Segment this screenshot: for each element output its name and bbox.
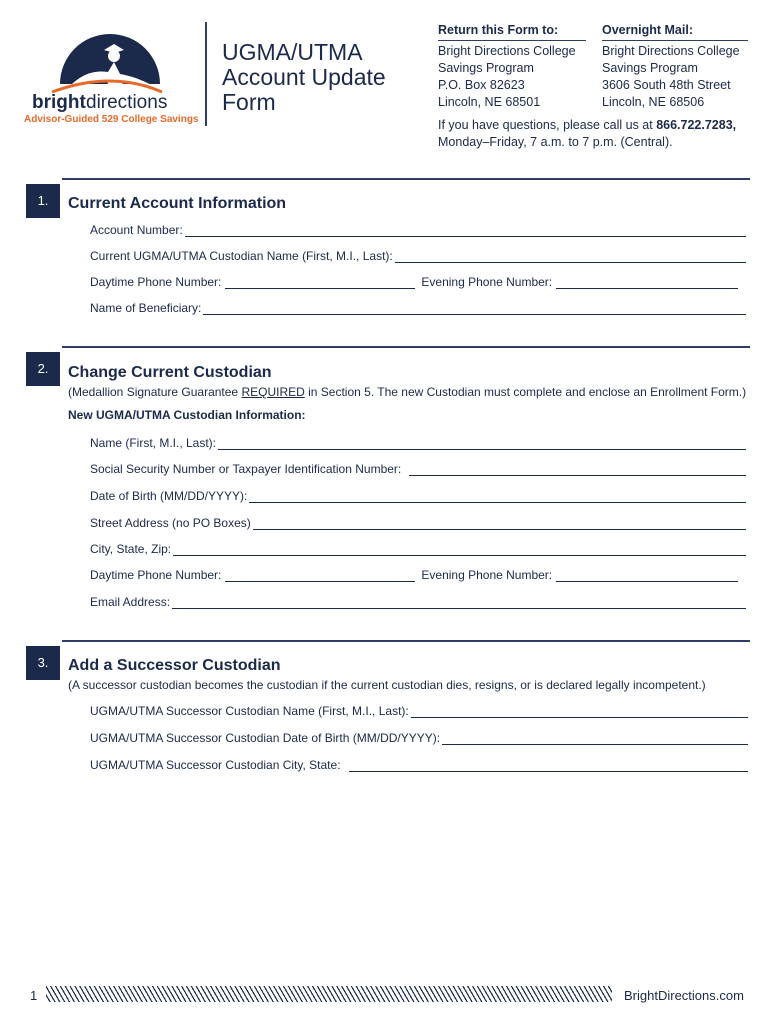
field-label: Name of Beneficiary: (90, 301, 202, 315)
dob-field[interactable] (90, 487, 746, 503)
section-rule (62, 640, 750, 642)
field-line[interactable] (409, 463, 746, 476)
field-line[interactable] (253, 517, 746, 530)
field-label: Social Security Number or Taxpayer Identification Number: (90, 462, 402, 476)
new-custodian-name-field[interactable] (90, 434, 746, 450)
website-link[interactable]: BrightDirections.com (624, 988, 744, 1003)
section-title-3: Add a Successor Custodian (68, 657, 281, 674)
overnight-line: Bright Directions College (602, 44, 740, 58)
section-note-3: (A successor custodian becomes the custodian if the current custodian dies, resigns, or is declared legally incompetent.) (68, 678, 706, 692)
section-number-1: 1. (26, 184, 60, 218)
field-label: Current UGMA/UTMA Custodian Name (First, M.I., Last): (90, 249, 393, 263)
successor-name-field[interactable] (90, 702, 748, 718)
evening-phone-field[interactable] (556, 569, 738, 582)
evening-phone-field[interactable] (556, 276, 738, 289)
daytime-phone-field[interactable] (225, 276, 415, 289)
section-note-2 (68, 385, 746, 399)
section-rule (62, 178, 750, 180)
return-line: Bright Directions College (438, 44, 576, 58)
field-label: UGMA/UTMA Successor Custodian Date of Birth (MM/DD/YYYY): (90, 731, 441, 745)
field-line[interactable] (185, 224, 746, 237)
street-address-field[interactable] (90, 514, 746, 530)
bright-directions-logo (22, 22, 202, 132)
current-custodian-name-field[interactable] (90, 247, 746, 263)
page-number: 1 (30, 988, 38, 1003)
return-line: P.O. Box 82623 (438, 78, 525, 92)
field-line[interactable] (173, 543, 746, 556)
section-title-2: Change Current Custodian (68, 364, 272, 381)
contact-prefix: If you have questions, please call us at (438, 118, 657, 132)
contact-phone: 866.722.7283, (656, 118, 737, 132)
logo-bright-text: bright (32, 92, 86, 113)
field-label: UGMA/UTMA Successor Custodian Name (First, M.I., Last): (90, 704, 409, 718)
return-line: Lincoln, NE 68501 (438, 95, 541, 109)
note-text: (Medallion Signature Guarantee (68, 385, 242, 399)
daytime-phone-field[interactable] (225, 569, 415, 582)
logo-tagline: Advisor-Guided 529 College Savings (24, 114, 199, 125)
field-label: City, State, Zip: (90, 542, 172, 556)
field-label: Name (First, M.I., Last): (90, 436, 217, 450)
contact-hours: Monday–Friday, 7 a.m. to 7 p.m. (Central). (438, 135, 673, 149)
return-line: Savings Program (438, 61, 534, 75)
section-rule (62, 346, 750, 348)
form-title (222, 40, 386, 115)
form-title-line: UGMA/UTMA (222, 39, 363, 65)
overnight-heading: Overnight Mail: (602, 22, 748, 41)
account-number-field[interactable] (90, 221, 746, 237)
form-title-line: Account Update (222, 64, 386, 90)
new-custodian-subhead: New UGMA/UTMA Custodian Information: (68, 408, 306, 422)
successor-city-field[interactable] (90, 756, 748, 772)
field-line[interactable] (411, 705, 748, 718)
field-line[interactable] (395, 250, 746, 263)
field-label: UGMA/UTMA Successor Custodian City, State: (90, 758, 341, 772)
new-phone-numbers-row (90, 566, 746, 582)
section-number-3: 3. (26, 646, 60, 680)
note-text: in Section 5. The new Custodian must complete and enclose an Enrollment Form.) (304, 385, 747, 399)
field-label: Street Address (no PO Boxes) (90, 516, 251, 530)
field-label: Email Address: (90, 595, 171, 609)
overnight-line: Savings Program (602, 61, 698, 75)
field-line[interactable] (172, 596, 746, 609)
header-divider (205, 22, 207, 126)
form-title-line: Form (222, 89, 276, 115)
return-address (438, 22, 586, 111)
field-label: Daytime Phone Number: (90, 568, 222, 582)
overnight-line: Lincoln, NE 68506 (602, 95, 705, 109)
field-label: Account Number: (90, 223, 183, 237)
field-line[interactable] (349, 759, 748, 772)
section-title-1: Current Account Information (68, 195, 287, 212)
ssn-field[interactable] (90, 460, 746, 476)
beneficiary-name-field[interactable] (90, 299, 746, 315)
email-field[interactable] (90, 593, 746, 609)
field-line[interactable] (249, 490, 746, 503)
city-state-zip-field[interactable] (90, 540, 746, 556)
field-label: Evening Phone Number: (421, 568, 553, 582)
overnight-address (602, 22, 748, 111)
field-label: Daytime Phone Number: (90, 275, 222, 289)
footer-hatch-bar (46, 986, 612, 1002)
field-line[interactable] (442, 732, 748, 745)
field-label: Evening Phone Number: (421, 275, 553, 289)
section-number-2: 2. (26, 352, 60, 386)
logo-directions-text: directions (86, 92, 168, 113)
field-line[interactable] (203, 302, 746, 315)
phone-numbers-row (90, 273, 746, 289)
successor-dob-field[interactable] (90, 729, 748, 745)
return-heading: Return this Form to: (438, 22, 586, 41)
required-text: REQUIRED (241, 385, 305, 399)
field-line[interactable] (218, 437, 746, 450)
field-label: Date of Birth (MM/DD/YYYY): (90, 489, 248, 503)
contact-info (438, 117, 748, 151)
overnight-line: 3606 South 48th Street (602, 78, 731, 92)
